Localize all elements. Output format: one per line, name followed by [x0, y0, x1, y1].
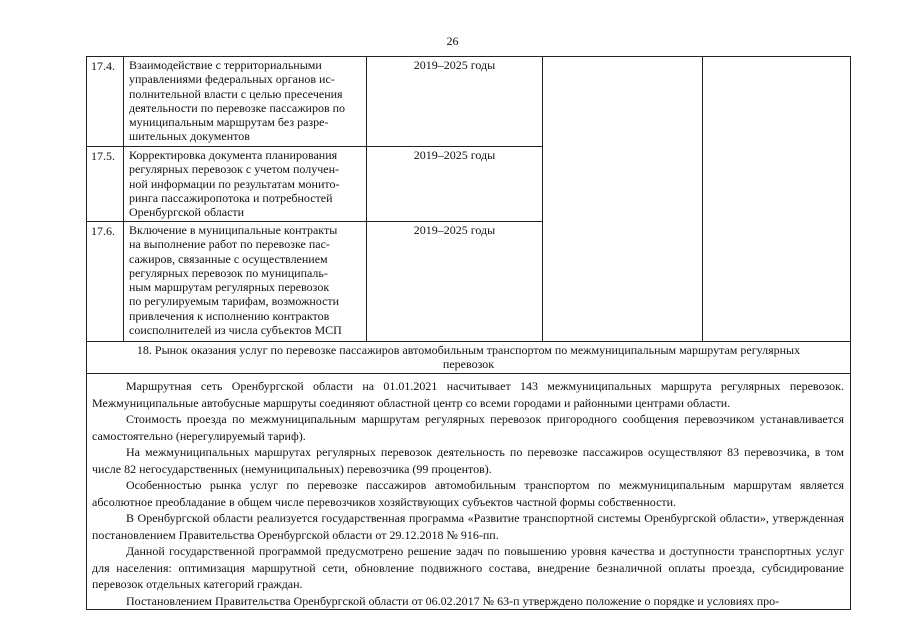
implementation-period: 2019–2025 годы: [367, 222, 543, 342]
document-table: [86, 56, 851, 610]
paragraph: Стоимость проезда по межмуниципальным маршрутам регулярных перевозок пригородного сообщения перевозчиком устанавливается самостоятельно (нерегулируемый тариф).: [92, 412, 844, 443]
empty-cell: [543, 57, 703, 342]
section-body-row: [87, 374, 851, 610]
empty-cell: [703, 57, 851, 342]
paragraph: На межмуниципальных маршрутах регулярных перевозок деятельность по перевозке пассажиров осуществляют 83 перевозчика, в том числе 82 негосударственных (немуниципальных) перевозчика (99 процентов).: [92, 445, 844, 476]
paragraph: В Оренбургской области реализуется государственная программа «Развитие транспортной системы Оренбургской области», утвержденная постановлением Правительства Оренбургской области от 29.12.2018 № 916-пп.: [92, 511, 844, 542]
row-number: 17.5.: [87, 147, 124, 222]
section-title-row: [87, 342, 851, 374]
measure-name: Включение в муниципальные контракты на выполнение работ по перевозке пас- сажиров, связанные с осуществлением регулярных перевозок по муниципаль- ным маршрутам регулярных перевозок по регулируемым тарифам, возможности привлечения к исполнению контрактов соисполнителей из числа субъектов МСП: [124, 222, 367, 342]
section-title: 18. Рынок оказания услуг по перевозке пассажиров автомобильным транспортом по межмуниципальным маршрутам регулярных перевозок: [87, 342, 851, 374]
paragraph: Особенностью рынка услуг по перевозке пассажиров автомобильным транспортом по межмуниципальным маршрутам является абсолютное преобладание в общем числе перевозчиков хозяйствующих субъектов частной формы собственности.: [92, 478, 844, 509]
measure-name: Взаимодействие с территориальными управлениями федеральных органов ис- полнительной власти с целью пресечения деятельности по перевозке пассажиров по муниципальным маршрутам без разре- шительных документов: [124, 57, 367, 147]
row-number: 17.4.: [87, 57, 124, 147]
implementation-period: 2019–2025 годы: [367, 57, 543, 147]
paragraph: Маршрутная сеть Оренбургской области на 01.01.2021 насчитывает 143 межмуниципальных маршрута регулярных перевозок. Межмуниципальные автобусные маршруты соединяют областной центр со всеми городами и районными центрами области.: [92, 379, 844, 410]
section-body: [87, 374, 851, 610]
page-number: 26: [446, 34, 459, 48]
implementation-period: 2019–2025 годы: [367, 147, 543, 222]
paragraph: Данной государственной программой предусмотрено решение задач по повышению уровня качества и доступности транспортных услуг для населения: оптимизация маршрутной сети, обновление подвижного состава, внедрение безналичной оплаты проезда, субсидирование перевозок отдельных категорий граждан.: [92, 544, 844, 591]
paragraph: Постановлением Правительства Оренбургской области от 06.02.2017 № 63-п утверждено положение о порядке и условиях про-: [126, 593, 780, 608]
measure-name: Корректировка документа планирования регулярных перевозок с учетом получен- ной информации по результатам монито- ринга пассажиропотока и потребностей Оренбургской области: [124, 147, 367, 222]
row-number: 17.6.: [87, 222, 124, 342]
table-row: [87, 57, 851, 147]
